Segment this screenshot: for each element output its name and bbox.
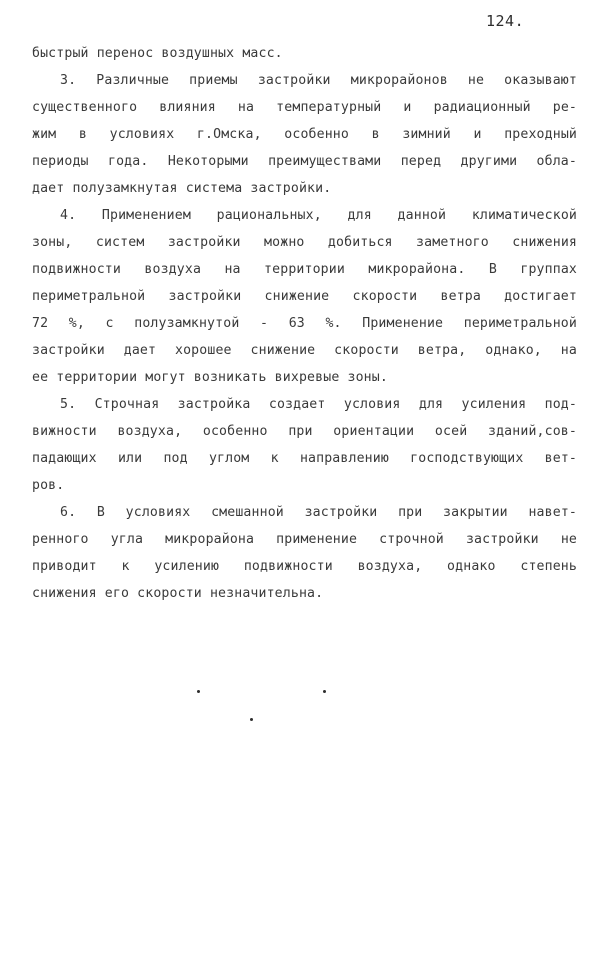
text-line: застройки дает хорошее снижение скорости ветра, однако, на xyxy=(32,343,577,358)
text-line: существенного влияния на температурный и радиационный ре- xyxy=(32,100,577,115)
page-number: 124. xyxy=(486,12,525,30)
text-line: вижности воздуха, особенно при ориентации осей зданий,сов- xyxy=(32,424,577,439)
text-line: ренного угла микрорайона применение строчной застройки не xyxy=(32,532,577,547)
text-line: подвижности воздуха на территории микрорайона. В группах xyxy=(32,262,577,277)
text-line: 72 %, с полузамкнутой - 63 %. Применение периметральной xyxy=(32,316,577,331)
text-line: зоны, систем застройки можно добиться заметного снижения xyxy=(32,235,577,250)
ellipsis-dot xyxy=(250,718,253,721)
body-text xyxy=(32,40,577,607)
text-line: дает полузамкнутая система застройки. xyxy=(32,181,332,196)
text-line: 3. Различные приемы застройки микрорайонов не оказывают xyxy=(60,73,577,88)
text-line: ров. xyxy=(32,478,65,493)
text-line: 5. Строчная застройка создает условия для усиления под- xyxy=(60,397,577,412)
text-line: 4. Применением рациональных, для данной климатической xyxy=(60,208,577,223)
ellipsis-dot xyxy=(197,690,200,693)
text-line: 6. В условиях смешанной застройки при закрытии навет- xyxy=(60,505,577,520)
text-line: периметральной застройки снижение скорости ветра достигает xyxy=(32,289,577,304)
text-line: периоды года. Некоторыми преимуществами перед другими обла- xyxy=(32,154,577,169)
text-line: быстрый перенос воздушных масс. xyxy=(32,46,283,61)
text-line: снижения его скорости незначительна. xyxy=(32,586,324,601)
ellipsis-dot xyxy=(323,690,326,693)
text-line: приводит к усилению подвижности воздуха, однако степень xyxy=(32,559,577,574)
text-line: ее территории могут возникать вихревые зоны. xyxy=(32,370,388,385)
text-line: падающих или под углом к направлению господствующих вет- xyxy=(32,451,577,466)
text-line: жим в условиях г.Омска, особенно в зимний и преходный xyxy=(32,127,577,142)
